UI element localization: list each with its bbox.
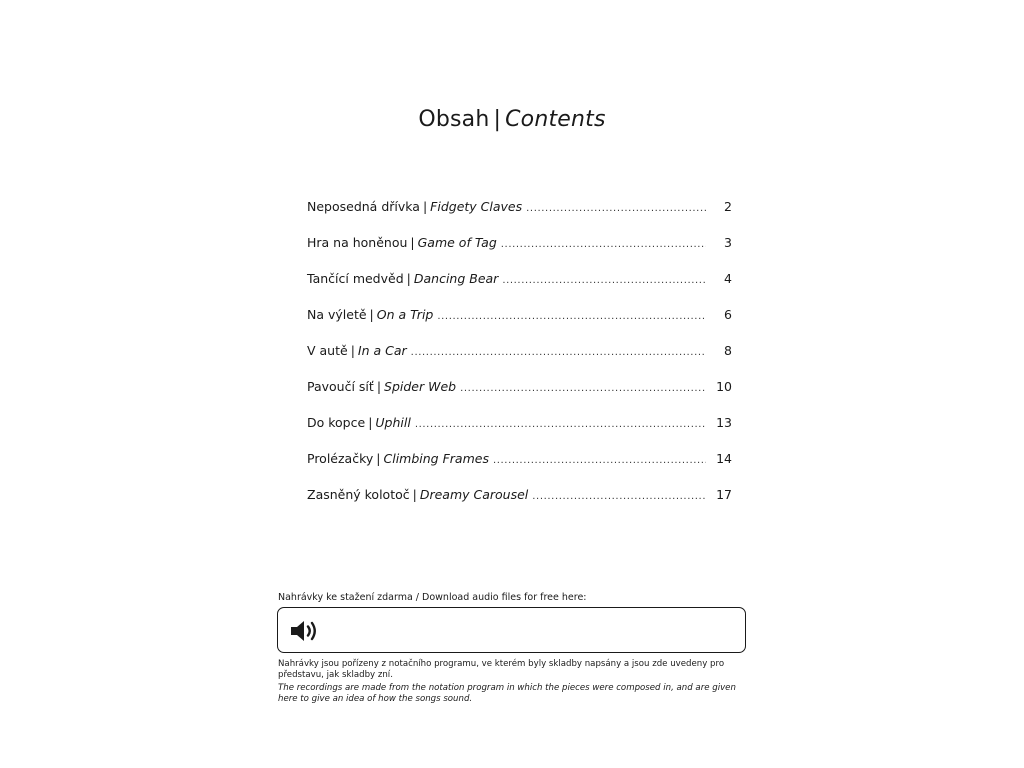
toc-title-czech: V autě	[307, 343, 348, 358]
toc-page-number: 4	[724, 271, 732, 286]
toc-separator: |	[376, 451, 381, 466]
toc-title-czech: Do kopce	[307, 415, 366, 430]
toc-title-czech: Neposedná dřívka	[307, 199, 420, 214]
toc-title-english: In a Car	[357, 343, 407, 358]
toc-title-english: On a Trip	[376, 307, 434, 322]
toc-separator: |	[369, 307, 374, 322]
title-czech: Obsah	[418, 107, 490, 132]
toc-title-english: Uphill	[375, 415, 411, 430]
toc-entry[interactable]	[307, 196, 732, 232]
toc-dot-leader	[415, 414, 706, 436]
toc-dot-leader	[493, 450, 706, 472]
toc-entry[interactable]	[307, 268, 732, 304]
page-title	[0, 104, 1024, 136]
toc-separator: |	[406, 271, 411, 286]
toc-title-english: Spider Web	[384, 379, 457, 394]
toc-page-number: 14	[716, 451, 732, 466]
toc-dot-leader	[411, 342, 706, 364]
toc-dot-leader	[526, 198, 706, 220]
toc-title-english: Fidgety Claves	[430, 199, 523, 214]
toc-title-czech: Prolézačky	[307, 451, 374, 466]
toc-title-english: Dancing Bear	[413, 271, 499, 286]
title-separator: |	[493, 107, 502, 132]
toc-dot-leader	[460, 378, 706, 400]
toc-separator: |	[422, 199, 428, 214]
audio-player-box[interactable]	[277, 607, 746, 653]
toc-entry[interactable]	[307, 376, 732, 412]
toc-title-czech: Zasněný kolotoč	[307, 487, 410, 502]
toc-title-english: Climbing Frames	[383, 451, 489, 466]
toc-page-number: 13	[716, 415, 732, 430]
toc-title-czech: Hra na honěnou	[307, 235, 408, 250]
toc-dot-leader	[502, 270, 706, 292]
title-english: Contents	[505, 107, 606, 132]
toc-title-czech: Tančící medvěd	[307, 271, 404, 286]
toc-separator: |	[412, 487, 417, 502]
table-of-contents	[307, 196, 732, 520]
toc-page-number: 17	[716, 487, 732, 502]
toc-page-number: 6	[724, 307, 732, 322]
toc-separator: |	[368, 415, 373, 430]
toc-dot-leader	[532, 486, 706, 508]
toc-page-number: 2	[724, 199, 732, 214]
toc-separator: |	[376, 379, 382, 394]
toc-entry[interactable]	[307, 232, 732, 268]
toc-entry[interactable]	[307, 484, 732, 520]
toc-entry[interactable]	[307, 448, 732, 484]
download-label: Nahrávky ke stažení zdarma / Download audio files for free here:	[278, 592, 587, 603]
toc-page-number: 3	[724, 235, 732, 250]
toc-dot-leader	[437, 306, 706, 328]
toc-dot-leader	[501, 234, 706, 256]
toc-entry[interactable]	[307, 304, 732, 340]
toc-title-english: Dreamy Carousel	[419, 487, 529, 502]
recording-note-czech: Nahrávky jsou pořízeny z notačního programu, ve kterém byly skladby napsány a jsou zde uvedeny pro představu, jak skladby zní.	[278, 659, 725, 680]
toc-separator: |	[410, 235, 415, 250]
toc-separator: |	[350, 343, 355, 358]
toc-page-number: 10	[716, 379, 732, 394]
toc-page-number: 8	[724, 343, 732, 358]
speaker-icon[interactable]	[289, 619, 319, 643]
toc-entry[interactable]	[307, 412, 732, 448]
toc-title-english: Game of Tag	[417, 235, 497, 250]
toc-title-czech: Na výletě	[307, 307, 367, 322]
toc-entry[interactable]	[307, 340, 732, 376]
recording-note-english: The recordings are made from the notation program in which the pieces were composed in, and are given here to give an idea of how the songs sound.	[278, 683, 736, 704]
toc-title-czech: Pavoučí síť	[307, 379, 374, 394]
